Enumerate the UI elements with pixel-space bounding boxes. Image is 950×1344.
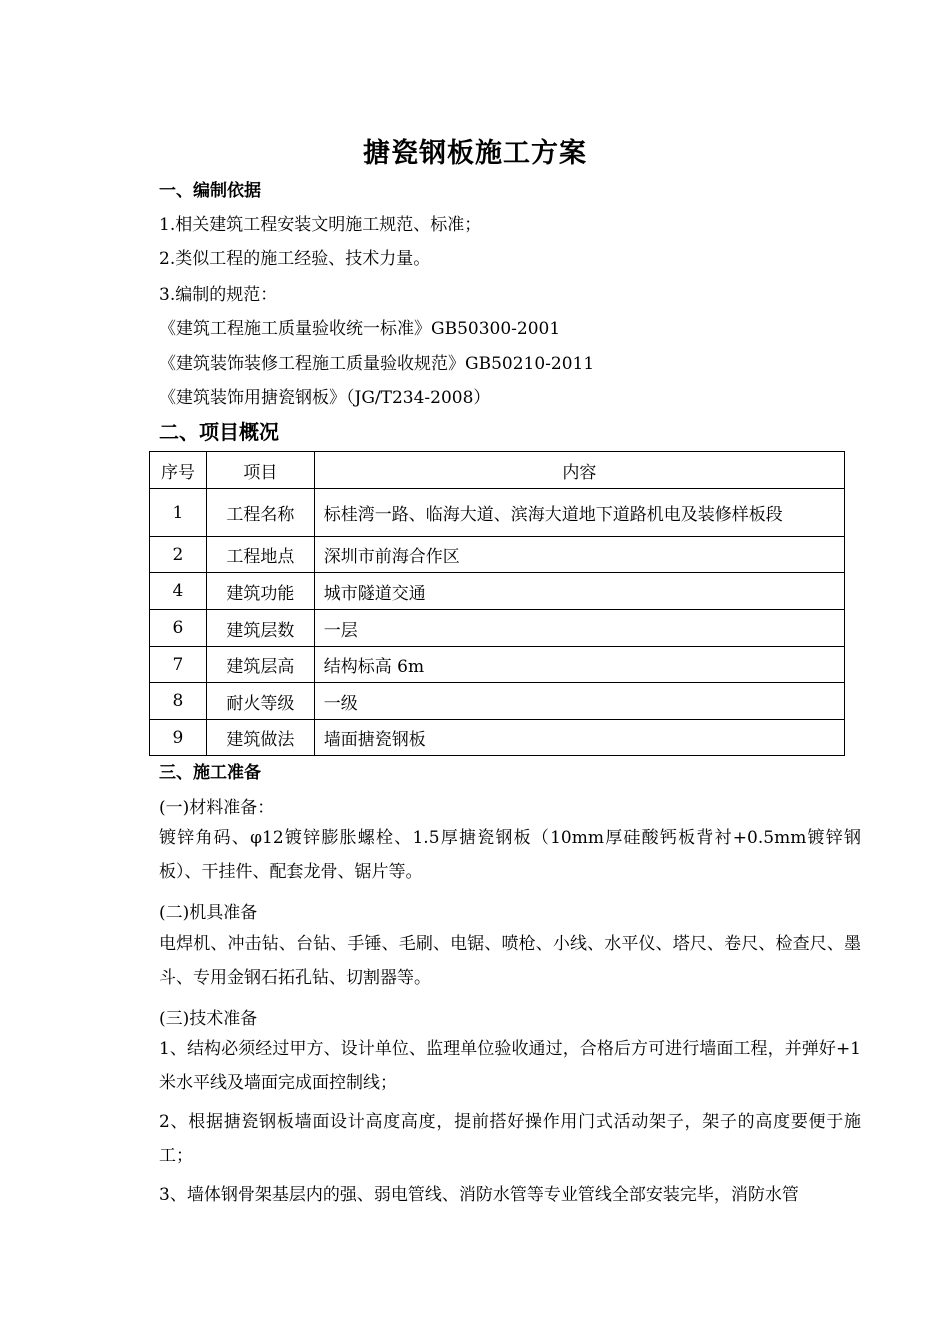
table-cell: 城市隧道交通	[314, 573, 844, 610]
table-cell: 工程地点	[206, 537, 314, 573]
table-cell: 建筑功能	[206, 573, 314, 610]
table-cell: 墙面搪瓷钢板	[314, 720, 844, 756]
table-row	[150, 720, 845, 756]
section1-item-3: 3.编制的规范：	[159, 285, 278, 305]
table-cell: 深圳市前海合作区	[314, 537, 844, 573]
table-cell: 建筑层数	[206, 610, 314, 647]
table-row	[150, 647, 845, 683]
table-cell: 9	[150, 720, 207, 756]
table-row	[150, 537, 845, 573]
materials-paragraph: 镀锌角码、φ12镀锌膨胀螺栓、1.5厚搪瓷钢板（10mm厚硅酸钙板背衬+0.5mm镀锌钢板）、干挂件、配套龙骨、锯片等。	[159, 828, 861, 882]
table-row	[150, 683, 845, 720]
table-row	[150, 573, 845, 610]
section1-item-1: 1.相关建筑工程安装文明施工规范、标准；	[159, 215, 482, 235]
section1-heading: 一、编制依据	[159, 181, 261, 201]
section1-item-2: 2.类似工程的施工经验、技术力量。	[159, 249, 431, 269]
materials-subheading: (一)材料准备：	[159, 798, 275, 818]
standard-gb50210: 《建筑装饰装修工程施工质量验收规范》GB50210-2011	[159, 354, 595, 374]
tech-paragraph-3: 3、墙体钢骨架基层内的强、弱电管线、消防水管等专业管线全部安装完毕，消防水管	[159, 1185, 799, 1205]
tech-paragraph-2: 2、根据搪瓷钢板墙面设计高度高度，提前搭好操作用门式活动架子，架子的高度要便于施工；	[159, 1112, 861, 1166]
table-cell: 8	[150, 683, 207, 720]
table-cell: 结构标高 6m	[314, 647, 844, 683]
table-cell: 一层	[314, 610, 844, 647]
table-cell: 2	[150, 537, 207, 573]
standard-gb50300: 《建筑工程施工质量验收统一标准》GB50300-2001	[159, 319, 561, 339]
table-cell: 建筑层高	[206, 647, 314, 683]
tools-subheading: (二)机具准备	[159, 903, 258, 923]
table-cell: 标桂湾一路、临海大道、滨海大道地下道路机电及装修样板段	[314, 489, 844, 537]
table-header-cell: 内容	[314, 452, 844, 489]
table-cell: 耐火等级	[206, 683, 314, 720]
document-title: 搪瓷钢板施工方案	[363, 138, 587, 169]
tools-paragraph: 电焊机、冲击钻、台钻、手锤、毛刷、电锯、喷枪、小线、水平仪、塔尺、卷尺、检查尺、墨斗、专用金钢石拓孔钻、切割器等。	[159, 934, 861, 988]
standard-jgt234: 《建筑装饰用搪瓷钢板》（JG/T234-2008）	[159, 388, 491, 408]
table-row	[150, 489, 845, 537]
project-overview-table	[149, 451, 845, 756]
table-row	[150, 610, 845, 647]
table-cell: 4	[150, 573, 207, 610]
tech-paragraph-1: 1、结构必须经过甲方、设计单位、监理单位验收通过，合格后方可进行墙面工程，并弹好+1米水平线及墙面完成面控制线；	[159, 1039, 861, 1093]
section2-heading: 二、项目概况	[159, 420, 279, 444]
table-cell: 7	[150, 647, 207, 683]
table-cell: 1	[150, 489, 207, 537]
table-cell: 建筑做法	[206, 720, 314, 756]
table-cell: 6	[150, 610, 207, 647]
table-header-cell: 序号	[150, 452, 207, 489]
section3-heading: 三、施工准备	[159, 763, 261, 783]
table-header-cell: 项目	[206, 452, 314, 489]
table-cell: 工程名称	[206, 489, 314, 537]
table-header-row	[150, 452, 845, 489]
tech-subheading: (三)技术准备	[159, 1009, 258, 1029]
table-cell: 一级	[314, 683, 844, 720]
